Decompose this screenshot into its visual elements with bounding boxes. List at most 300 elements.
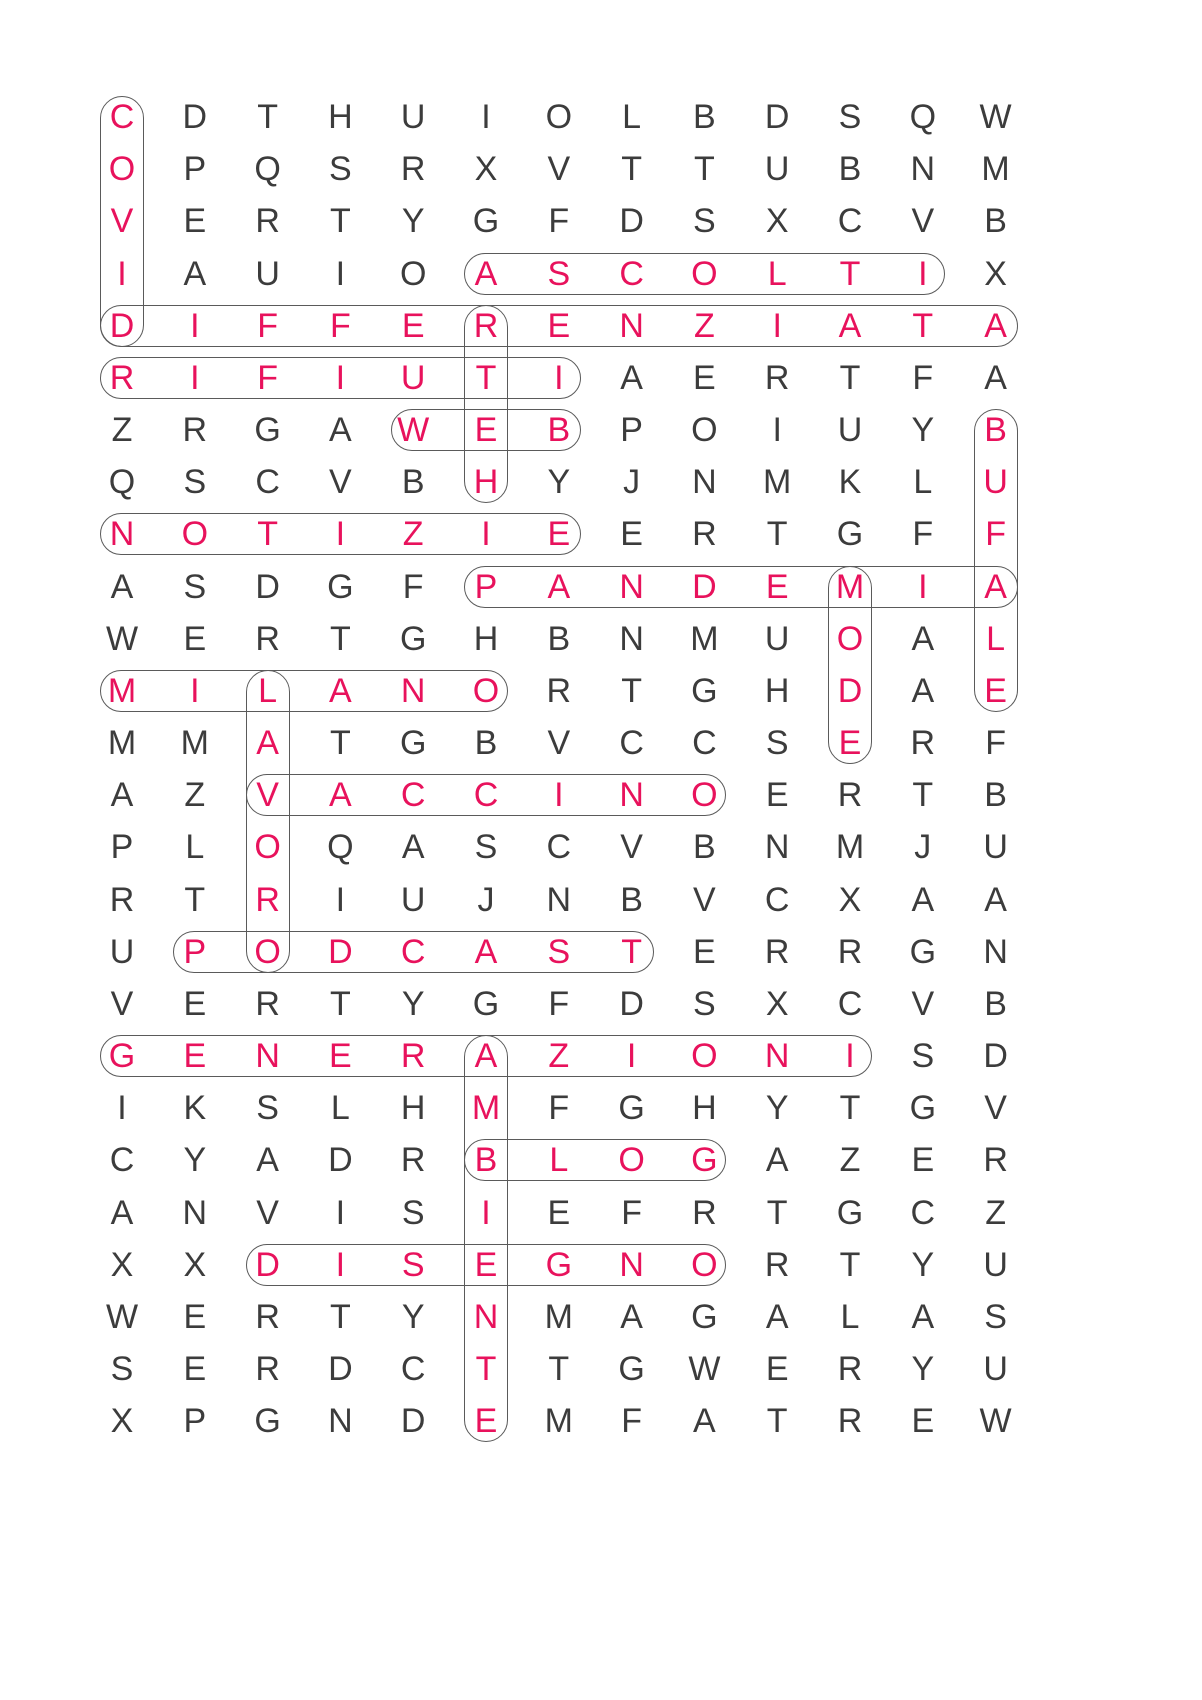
grid-cell-r1-c10[interactable]: B	[838, 150, 862, 189]
grid-cell-r5-c8[interactable]: E	[693, 358, 716, 397]
grid-cell-r1-c12[interactable]: M	[981, 150, 1010, 189]
grid-cell-r6-c3[interactable]: A	[329, 411, 352, 450]
grid-cell-r18-c9[interactable]: N	[764, 1037, 790, 1076]
grid-cell-r20-c5[interactable]: B	[474, 1141, 498, 1180]
grid-cell-r5-c1[interactable]: I	[190, 358, 200, 397]
grid-cell-r19-c6[interactable]: F	[548, 1089, 570, 1128]
grid-cell-r22-c6[interactable]: G	[545, 1245, 573, 1284]
grid-cell-r22-c1[interactable]: X	[183, 1245, 207, 1284]
grid-cell-r10-c12[interactable]: L	[986, 619, 1006, 658]
grid-cell-r7-c3[interactable]: V	[329, 463, 352, 502]
grid-cell-r13-c5[interactable]: C	[473, 776, 499, 815]
grid-cell-r17-c8[interactable]: S	[693, 984, 716, 1023]
grid-cell-r6-c9[interactable]: I	[772, 411, 782, 450]
grid-cell-r21-c0[interactable]: A	[110, 1193, 134, 1232]
grid-cell-r13-c11[interactable]: T	[912, 776, 934, 815]
grid-cell-r1-c5[interactable]: X	[474, 150, 498, 189]
grid-cell-r3-c2[interactable]: U	[255, 254, 280, 293]
grid-cell-r19-c5[interactable]: M	[471, 1089, 501, 1128]
grid-cell-r3-c6[interactable]: S	[547, 254, 571, 293]
grid-cell-r3-c1[interactable]: A	[183, 254, 207, 293]
grid-cell-r12-c11[interactable]: R	[910, 724, 936, 763]
grid-cell-r24-c11[interactable]: Y	[911, 1350, 935, 1389]
grid-cell-r25-c6[interactable]: M	[544, 1402, 573, 1441]
grid-cell-r4-c5[interactable]: R	[473, 306, 499, 345]
grid-cell-r7-c6[interactable]: Y	[547, 463, 571, 502]
grid-cell-r20-c7[interactable]: O	[618, 1141, 645, 1180]
grid-cell-r10-c5[interactable]: H	[473, 619, 499, 658]
grid-cell-r19-c9[interactable]: Y	[765, 1089, 789, 1128]
grid-cell-r23-c9[interactable]: A	[765, 1297, 789, 1336]
grid-cell-r14-c6[interactable]: C	[546, 828, 572, 867]
grid-cell-r6-c1[interactable]: R	[182, 411, 208, 450]
grid-cell-r20-c4[interactable]: R	[400, 1141, 426, 1180]
grid-cell-r2-c1[interactable]: E	[183, 202, 207, 241]
grid-cell-r9-c7[interactable]: N	[619, 567, 644, 606]
grid-cell-r3-c11[interactable]: I	[918, 254, 928, 293]
grid-cell-r19-c8[interactable]: H	[692, 1089, 717, 1128]
grid-cell-r17-c10[interactable]: C	[837, 984, 863, 1023]
grid-cell-r25-c10[interactable]: R	[837, 1402, 863, 1441]
grid-cell-r22-c7[interactable]: N	[619, 1245, 644, 1284]
grid-cell-r18-c7[interactable]: I	[626, 1037, 637, 1076]
grid-cell-r24-c2[interactable]: R	[255, 1350, 280, 1389]
grid-cell-r1-c1[interactable]: P	[183, 150, 207, 189]
grid-cell-r17-c5[interactable]: G	[472, 984, 500, 1023]
grid-cell-r0-c1[interactable]: D	[182, 98, 208, 136]
grid-cell-r10-c8[interactable]: M	[690, 619, 719, 658]
grid-cell-r22-c3[interactable]: I	[335, 1245, 346, 1284]
grid-cell-r4-c9[interactable]: I	[772, 306, 782, 345]
grid-cell-r20-c3[interactable]: D	[328, 1141, 353, 1180]
grid-cell-r19-c1[interactable]: K	[183, 1089, 207, 1128]
grid-cell-r5-c0[interactable]: R	[109, 358, 135, 397]
grid-cell-r25-c2[interactable]: G	[254, 1402, 281, 1441]
grid-cell-r22-c11[interactable]: Y	[911, 1245, 935, 1284]
grid-cell-r19-c7[interactable]: G	[618, 1089, 645, 1128]
grid-cell-r12-c7[interactable]: C	[619, 724, 644, 763]
grid-cell-r10-c1[interactable]: E	[183, 619, 207, 658]
grid-cell-r14-c2[interactable]: O	[254, 828, 281, 867]
grid-cell-r10-c9[interactable]: U	[764, 619, 790, 658]
grid-cell-r25-c12[interactable]: W	[979, 1402, 1012, 1441]
grid-cell-r12-c2[interactable]: A	[256, 724, 279, 763]
grid-cell-r22-c0[interactable]: X	[110, 1245, 134, 1284]
grid-cell-r4-c8[interactable]: Z	[694, 306, 715, 345]
grid-cell-r8-c8[interactable]: R	[692, 515, 717, 554]
grid-cell-r11-c2[interactable]: L	[258, 671, 278, 710]
grid-cell-r2-c0[interactable]: V	[110, 202, 134, 241]
grid-cell-r9-c8[interactable]: D	[692, 567, 717, 606]
grid-cell-r6-c11[interactable]: Y	[911, 411, 935, 450]
grid-cell-r7-c0[interactable]: Q	[108, 463, 136, 502]
grid-cell-r21-c1[interactable]: N	[182, 1193, 208, 1232]
grid-cell-r17-c11[interactable]: V	[911, 984, 935, 1023]
grid-cell-r24-c10[interactable]: R	[837, 1350, 863, 1389]
grid-cell-r3-c5[interactable]: A	[474, 254, 498, 293]
grid-cell-r21-c5[interactable]: I	[481, 1193, 491, 1232]
grid-cell-r1-c11[interactable]: N	[910, 150, 936, 189]
grid-cell-r16-c9[interactable]: R	[764, 932, 790, 971]
grid-cell-r20-c1[interactable]: Y	[183, 1141, 207, 1180]
grid-cell-r16-c1[interactable]: P	[183, 932, 207, 971]
grid-cell-r22-c9[interactable]: R	[764, 1245, 790, 1284]
grid-cell-r24-c6[interactable]: T	[548, 1350, 570, 1389]
grid-cell-r8-c2[interactable]: T	[257, 515, 278, 554]
grid-cell-r11-c9[interactable]: H	[764, 671, 790, 710]
grid-cell-r18-c2[interactable]: N	[255, 1037, 280, 1076]
grid-cell-r25-c1[interactable]: P	[183, 1402, 207, 1441]
grid-cell-r13-c0[interactable]: A	[110, 776, 134, 815]
grid-cell-r3-c12[interactable]: X	[984, 254, 1007, 293]
grid-cell-r18-c8[interactable]: O	[691, 1037, 718, 1076]
grid-cell-r17-c12[interactable]: B	[984, 984, 1007, 1023]
grid-cell-r12-c10[interactable]: E	[838, 724, 862, 763]
grid-cell-r15-c10[interactable]: X	[838, 880, 862, 919]
grid-cell-r11-c0[interactable]: M	[107, 671, 137, 710]
grid-cell-r18-c1[interactable]: E	[183, 1037, 207, 1076]
grid-cell-r13-c8[interactable]: O	[691, 776, 718, 815]
grid-cell-r5-c2[interactable]: F	[257, 358, 278, 397]
grid-cell-r8-c9[interactable]: T	[766, 515, 788, 554]
grid-cell-r9-c10[interactable]: M	[835, 567, 865, 606]
grid-cell-r12-c0[interactable]: M	[107, 724, 137, 763]
grid-cell-r14-c7[interactable]: V	[620, 828, 643, 867]
grid-cell-r14-c4[interactable]: A	[401, 828, 425, 867]
grid-cell-r5-c7[interactable]: A	[620, 358, 643, 397]
grid-cell-r9-c1[interactable]: S	[183, 567, 207, 606]
grid-cell-r12-c3[interactable]: T	[330, 724, 351, 763]
grid-cell-r19-c11[interactable]: G	[909, 1089, 937, 1128]
grid-cell-r11-c4[interactable]: N	[400, 671, 426, 710]
grid-cell-r3-c8[interactable]: O	[691, 254, 718, 293]
grid-cell-r7-c1[interactable]: S	[183, 463, 207, 502]
grid-cell-r19-c3[interactable]: L	[330, 1089, 350, 1128]
grid-cell-r2-c4[interactable]: Y	[401, 202, 425, 241]
grid-cell-r20-c0[interactable]: C	[109, 1141, 135, 1180]
grid-cell-r22-c5[interactable]: E	[474, 1245, 498, 1284]
grid-cell-r2-c12[interactable]: B	[984, 202, 1007, 241]
grid-cell-r7-c8[interactable]: N	[692, 463, 717, 502]
grid-cell-r2-c10[interactable]: C	[837, 202, 863, 241]
grid-cell-r5-c11[interactable]: F	[912, 358, 934, 397]
grid-cell-r25-c9[interactable]: T	[766, 1402, 788, 1441]
grid-cell-r24-c8[interactable]: W	[688, 1350, 721, 1389]
grid-cell-r7-c12[interactable]: U	[983, 463, 1008, 502]
grid-cell-r14-c9[interactable]: N	[764, 828, 790, 867]
grid-cell-r5-c6[interactable]: I	[554, 358, 564, 397]
grid-cell-r8-c11[interactable]: F	[912, 515, 934, 554]
grid-cell-r14-c12[interactable]: U	[983, 828, 1008, 867]
grid-cell-r11-c8[interactable]: G	[691, 671, 718, 710]
grid-cell-r19-c12[interactable]: V	[984, 1089, 1007, 1128]
grid-cell-r16-c12[interactable]: N	[983, 932, 1008, 971]
grid-cell-r9-c0[interactable]: A	[110, 567, 134, 606]
grid-cell-r8-c1[interactable]: O	[181, 515, 209, 554]
grid-cell-r23-c11[interactable]: A	[911, 1297, 935, 1336]
grid-cell-r16-c3[interactable]: D	[328, 932, 353, 971]
grid-cell-r20-c8[interactable]: G	[691, 1141, 718, 1180]
grid-cell-r10-c4[interactable]: G	[399, 619, 427, 658]
grid-cell-r23-c1[interactable]: E	[183, 1297, 207, 1336]
grid-cell-r24-c1[interactable]: E	[183, 1350, 207, 1389]
grid-cell-r12-c5[interactable]: B	[474, 724, 498, 763]
grid-cell-r16-c8[interactable]: E	[693, 932, 716, 971]
grid-cell-r12-c12[interactable]: F	[985, 724, 1006, 763]
grid-cell-r18-c4[interactable]: R	[400, 1037, 426, 1076]
grid-cell-r15-c12[interactable]: A	[984, 880, 1007, 919]
grid-cell-r2-c7[interactable]: D	[619, 202, 644, 241]
grid-cell-r9-c3[interactable]: G	[327, 567, 354, 606]
grid-cell-r11-c1[interactable]: I	[190, 671, 200, 710]
grid-cell-r17-c6[interactable]: F	[548, 984, 570, 1023]
grid-cell-r8-c5[interactable]: I	[481, 515, 491, 554]
grid-cell-r2-c8[interactable]: S	[693, 202, 716, 241]
grid-cell-r3-c4[interactable]: O	[399, 254, 427, 293]
grid-cell-r19-c0[interactable]: I	[117, 1089, 127, 1128]
grid-cell-r4-c1[interactable]: I	[190, 306, 200, 345]
grid-cell-r13-c6[interactable]: I	[554, 776, 564, 815]
grid-cell-r10-c6[interactable]: B	[547, 619, 571, 658]
grid-cell-r22-c2[interactable]: D	[255, 1245, 280, 1284]
grid-cell-r11-c6[interactable]: R	[546, 671, 572, 710]
grid-cell-r15-c2[interactable]: R	[255, 880, 280, 919]
grid-cell-r6-c4[interactable]: W	[397, 411, 430, 450]
grid-cell-r7-c10[interactable]: K	[838, 463, 862, 502]
grid-cell-r21-c11[interactable]: C	[910, 1193, 936, 1232]
grid-cell-r15-c11[interactable]: A	[911, 880, 935, 919]
grid-cell-r21-c8[interactable]: R	[692, 1193, 717, 1232]
grid-cell-r7-c7[interactable]: J	[623, 463, 641, 502]
grid-cell-r1-c2[interactable]: Q	[254, 150, 281, 189]
grid-cell-r24-c3[interactable]: D	[328, 1350, 353, 1389]
grid-cell-r22-c4[interactable]: S	[401, 1245, 425, 1284]
grid-cell-r1-c7[interactable]: T	[621, 150, 642, 189]
grid-cell-r15-c9[interactable]: C	[764, 880, 790, 919]
grid-cell-r5-c10[interactable]: T	[839, 358, 861, 397]
grid-cell-r11-c5[interactable]: O	[472, 671, 500, 710]
grid-cell-r10-c7[interactable]: N	[619, 619, 644, 658]
grid-cell-r21-c9[interactable]: T	[766, 1193, 788, 1232]
grid-cell-r13-c3[interactable]: A	[329, 776, 352, 815]
grid-cell-r0-c5[interactable]: I	[481, 98, 491, 136]
grid-cell-r20-c10[interactable]: Z	[839, 1141, 861, 1180]
grid-cell-r6-c12[interactable]: B	[984, 411, 1007, 450]
grid-cell-r0-c2[interactable]: T	[257, 98, 278, 136]
grid-cell-r22-c10[interactable]: T	[839, 1245, 861, 1284]
grid-cell-r14-c10[interactable]: M	[835, 828, 865, 867]
grid-cell-r1-c4[interactable]: R	[400, 150, 426, 189]
grid-cell-r19-c10[interactable]: T	[839, 1089, 861, 1128]
grid-cell-r24-c7[interactable]: G	[618, 1350, 645, 1389]
grid-cell-r23-c6[interactable]: M	[544, 1297, 573, 1336]
grid-cell-r13-c4[interactable]: C	[400, 776, 426, 815]
grid-cell-r11-c10[interactable]: D	[837, 671, 863, 710]
grid-cell-r12-c8[interactable]: C	[692, 724, 717, 763]
grid-cell-r18-c11[interactable]: S	[911, 1037, 935, 1076]
grid-cell-r8-c10[interactable]: G	[836, 515, 864, 554]
grid-cell-r8-c12[interactable]: F	[985, 515, 1006, 554]
grid-cell-r23-c2[interactable]: R	[255, 1297, 280, 1336]
grid-cell-r2-c3[interactable]: T	[330, 202, 351, 241]
grid-cell-r17-c2[interactable]: R	[255, 984, 280, 1023]
grid-cell-r17-c4[interactable]: Y	[401, 984, 425, 1023]
grid-cell-r3-c10[interactable]: T	[839, 254, 861, 293]
grid-cell-r8-c0[interactable]: N	[109, 515, 135, 554]
grid-cell-r6-c10[interactable]: U	[837, 411, 863, 450]
grid-cell-r13-c2[interactable]: V	[256, 776, 279, 815]
grid-cell-r11-c3[interactable]: A	[329, 671, 352, 710]
grid-cell-r4-c11[interactable]: T	[912, 306, 934, 345]
grid-cell-r14-c8[interactable]: B	[693, 828, 716, 867]
grid-cell-r3-c3[interactable]: I	[335, 254, 346, 293]
grid-cell-r8-c6[interactable]: E	[547, 515, 571, 554]
grid-cell-r16-c11[interactable]: G	[909, 932, 937, 971]
grid-cell-r9-c11[interactable]: I	[918, 567, 928, 606]
grid-cell-r19-c2[interactable]: S	[256, 1089, 279, 1128]
grid-cell-r18-c6[interactable]: Z	[548, 1037, 570, 1076]
grid-cell-r11-c12[interactable]: E	[984, 671, 1007, 710]
grid-cell-r0-c0[interactable]: C	[109, 98, 135, 136]
grid-cell-r23-c12[interactable]: S	[984, 1297, 1007, 1336]
grid-cell-r15-c8[interactable]: V	[693, 880, 716, 919]
grid-cell-r25-c11[interactable]: E	[911, 1402, 935, 1441]
grid-cell-r22-c8[interactable]: O	[691, 1245, 718, 1284]
grid-cell-r13-c9[interactable]: E	[765, 776, 789, 815]
grid-cell-r23-c5[interactable]: N	[473, 1297, 499, 1336]
grid-cell-r7-c11[interactable]: L	[913, 463, 933, 502]
grid-cell-r0-c4[interactable]: U	[400, 98, 426, 136]
grid-cell-r4-c6[interactable]: E	[547, 306, 571, 345]
grid-cell-r0-c9[interactable]: D	[764, 98, 790, 136]
grid-cell-r16-c6[interactable]: S	[547, 932, 571, 971]
grid-cell-r21-c6[interactable]: E	[547, 1193, 571, 1232]
grid-cell-r6-c7[interactable]: P	[620, 411, 643, 450]
grid-cell-r14-c3[interactable]: Q	[327, 828, 354, 867]
grid-cell-r14-c11[interactable]: J	[914, 828, 932, 867]
grid-cell-r5-c9[interactable]: R	[764, 358, 790, 397]
grid-cell-r5-c5[interactable]: T	[475, 358, 497, 397]
grid-cell-r11-c7[interactable]: T	[621, 671, 642, 710]
grid-cell-r5-c12[interactable]: A	[984, 358, 1007, 397]
grid-cell-r24-c5[interactable]: T	[475, 1350, 497, 1389]
grid-cell-r17-c1[interactable]: E	[183, 984, 207, 1023]
grid-cell-r1-c0[interactable]: O	[108, 150, 136, 189]
grid-cell-r16-c2[interactable]: O	[254, 932, 281, 971]
grid-cell-r21-c2[interactable]: V	[256, 1193, 279, 1232]
grid-cell-r10-c2[interactable]: R	[255, 619, 280, 658]
grid-cell-r24-c4[interactable]: C	[400, 1350, 426, 1389]
grid-cell-r12-c1[interactable]: M	[180, 724, 209, 763]
grid-cell-r0-c3[interactable]: H	[328, 98, 353, 136]
grid-cell-r24-c12[interactable]: U	[983, 1350, 1008, 1389]
grid-cell-r16-c4[interactable]: C	[400, 932, 426, 971]
grid-cell-r2-c2[interactable]: R	[255, 202, 280, 241]
grid-cell-r0-c8[interactable]: B	[693, 98, 716, 136]
grid-cell-r6-c5[interactable]: E	[474, 411, 498, 450]
grid-cell-r12-c6[interactable]: V	[547, 724, 571, 763]
grid-cell-r8-c7[interactable]: E	[620, 515, 643, 554]
grid-cell-r17-c9[interactable]: X	[765, 984, 789, 1023]
grid-cell-r2-c11[interactable]: V	[911, 202, 935, 241]
grid-cell-r15-c5[interactable]: J	[477, 880, 495, 919]
grid-cell-r1-c3[interactable]: S	[329, 150, 352, 189]
grid-cell-r20-c12[interactable]: R	[983, 1141, 1008, 1180]
grid-cell-r9-c5[interactable]: P	[474, 567, 498, 606]
grid-cell-r21-c3[interactable]: I	[335, 1193, 346, 1232]
grid-cell-r15-c4[interactable]: U	[400, 880, 426, 919]
grid-cell-r25-c3[interactable]: N	[328, 1402, 353, 1441]
grid-cell-r25-c5[interactable]: E	[474, 1402, 498, 1441]
grid-cell-r25-c8[interactable]: A	[693, 1402, 716, 1441]
grid-cell-r6-c8[interactable]: O	[691, 411, 718, 450]
grid-cell-r25-c7[interactable]: F	[621, 1402, 642, 1441]
grid-cell-r23-c7[interactable]: A	[620, 1297, 643, 1336]
grid-cell-r20-c6[interactable]: L	[549, 1141, 569, 1180]
grid-cell-r15-c6[interactable]: N	[546, 880, 572, 919]
grid-cell-r4-c12[interactable]: A	[984, 306, 1007, 345]
grid-cell-r17-c3[interactable]: T	[330, 984, 351, 1023]
grid-cell-r4-c7[interactable]: N	[619, 306, 644, 345]
grid-cell-r4-c3[interactable]: F	[330, 306, 351, 345]
grid-cell-r2-c6[interactable]: F	[548, 202, 570, 241]
grid-cell-r9-c4[interactable]: F	[402, 567, 424, 606]
grid-cell-r12-c9[interactable]: S	[765, 724, 789, 763]
grid-cell-r17-c0[interactable]: V	[110, 984, 134, 1023]
grid-cell-r4-c10[interactable]: A	[838, 306, 862, 345]
grid-cell-r18-c12[interactable]: D	[983, 1037, 1008, 1076]
grid-cell-r24-c9[interactable]: E	[765, 1350, 789, 1389]
grid-cell-r14-c1[interactable]: L	[185, 828, 205, 867]
grid-cell-r3-c9[interactable]: L	[767, 254, 787, 293]
grid-cell-r1-c6[interactable]: V	[547, 150, 571, 189]
grid-cell-r8-c3[interactable]: I	[335, 515, 346, 554]
grid-cell-r18-c10[interactable]: I	[845, 1037, 855, 1076]
grid-cell-r11-c11[interactable]: A	[911, 671, 935, 710]
grid-cell-r16-c5[interactable]: A	[474, 932, 498, 971]
grid-cell-r0-c11[interactable]: Q	[909, 98, 937, 136]
grid-cell-r16-c0[interactable]: U	[109, 932, 135, 971]
grid-cell-r10-c10[interactable]: O	[836, 619, 864, 658]
grid-cell-r9-c6[interactable]: A	[547, 567, 571, 606]
grid-cell-r7-c2[interactable]: C	[255, 463, 280, 502]
grid-cell-r13-c7[interactable]: N	[619, 776, 644, 815]
grid-cell-r6-c6[interactable]: B	[547, 411, 571, 450]
grid-cell-r20-c2[interactable]: A	[256, 1141, 279, 1180]
grid-cell-r16-c10[interactable]: R	[837, 932, 863, 971]
grid-cell-r3-c0[interactable]: I	[117, 254, 127, 293]
grid-cell-r7-c9[interactable]: M	[763, 463, 792, 502]
grid-cell-r21-c10[interactable]: G	[836, 1193, 864, 1232]
grid-cell-r9-c12[interactable]: A	[984, 567, 1007, 606]
grid-cell-r13-c12[interactable]: B	[984, 776, 1007, 815]
grid-cell-r9-c2[interactable]: D	[255, 567, 280, 606]
grid-cell-r0-c7[interactable]: L	[622, 98, 642, 136]
grid-cell-r15-c0[interactable]: R	[109, 880, 135, 919]
grid-cell-r18-c5[interactable]: A	[474, 1037, 498, 1076]
grid-cell-r14-c0[interactable]: P	[110, 828, 134, 867]
grid-cell-r15-c3[interactable]: I	[335, 880, 346, 919]
grid-cell-r13-c1[interactable]: Z	[184, 776, 206, 815]
grid-cell-r16-c7[interactable]: T	[621, 932, 642, 971]
grid-cell-r19-c4[interactable]: H	[400, 1089, 426, 1128]
grid-cell-r6-c2[interactable]: G	[254, 411, 281, 450]
grid-cell-r21-c7[interactable]: F	[621, 1193, 642, 1232]
grid-cell-r4-c0[interactable]: D	[109, 306, 135, 345]
grid-cell-r5-c3[interactable]: I	[335, 358, 346, 397]
grid-cell-r21-c4[interactable]: S	[401, 1193, 425, 1232]
grid-cell-r18-c3[interactable]: E	[329, 1037, 352, 1076]
